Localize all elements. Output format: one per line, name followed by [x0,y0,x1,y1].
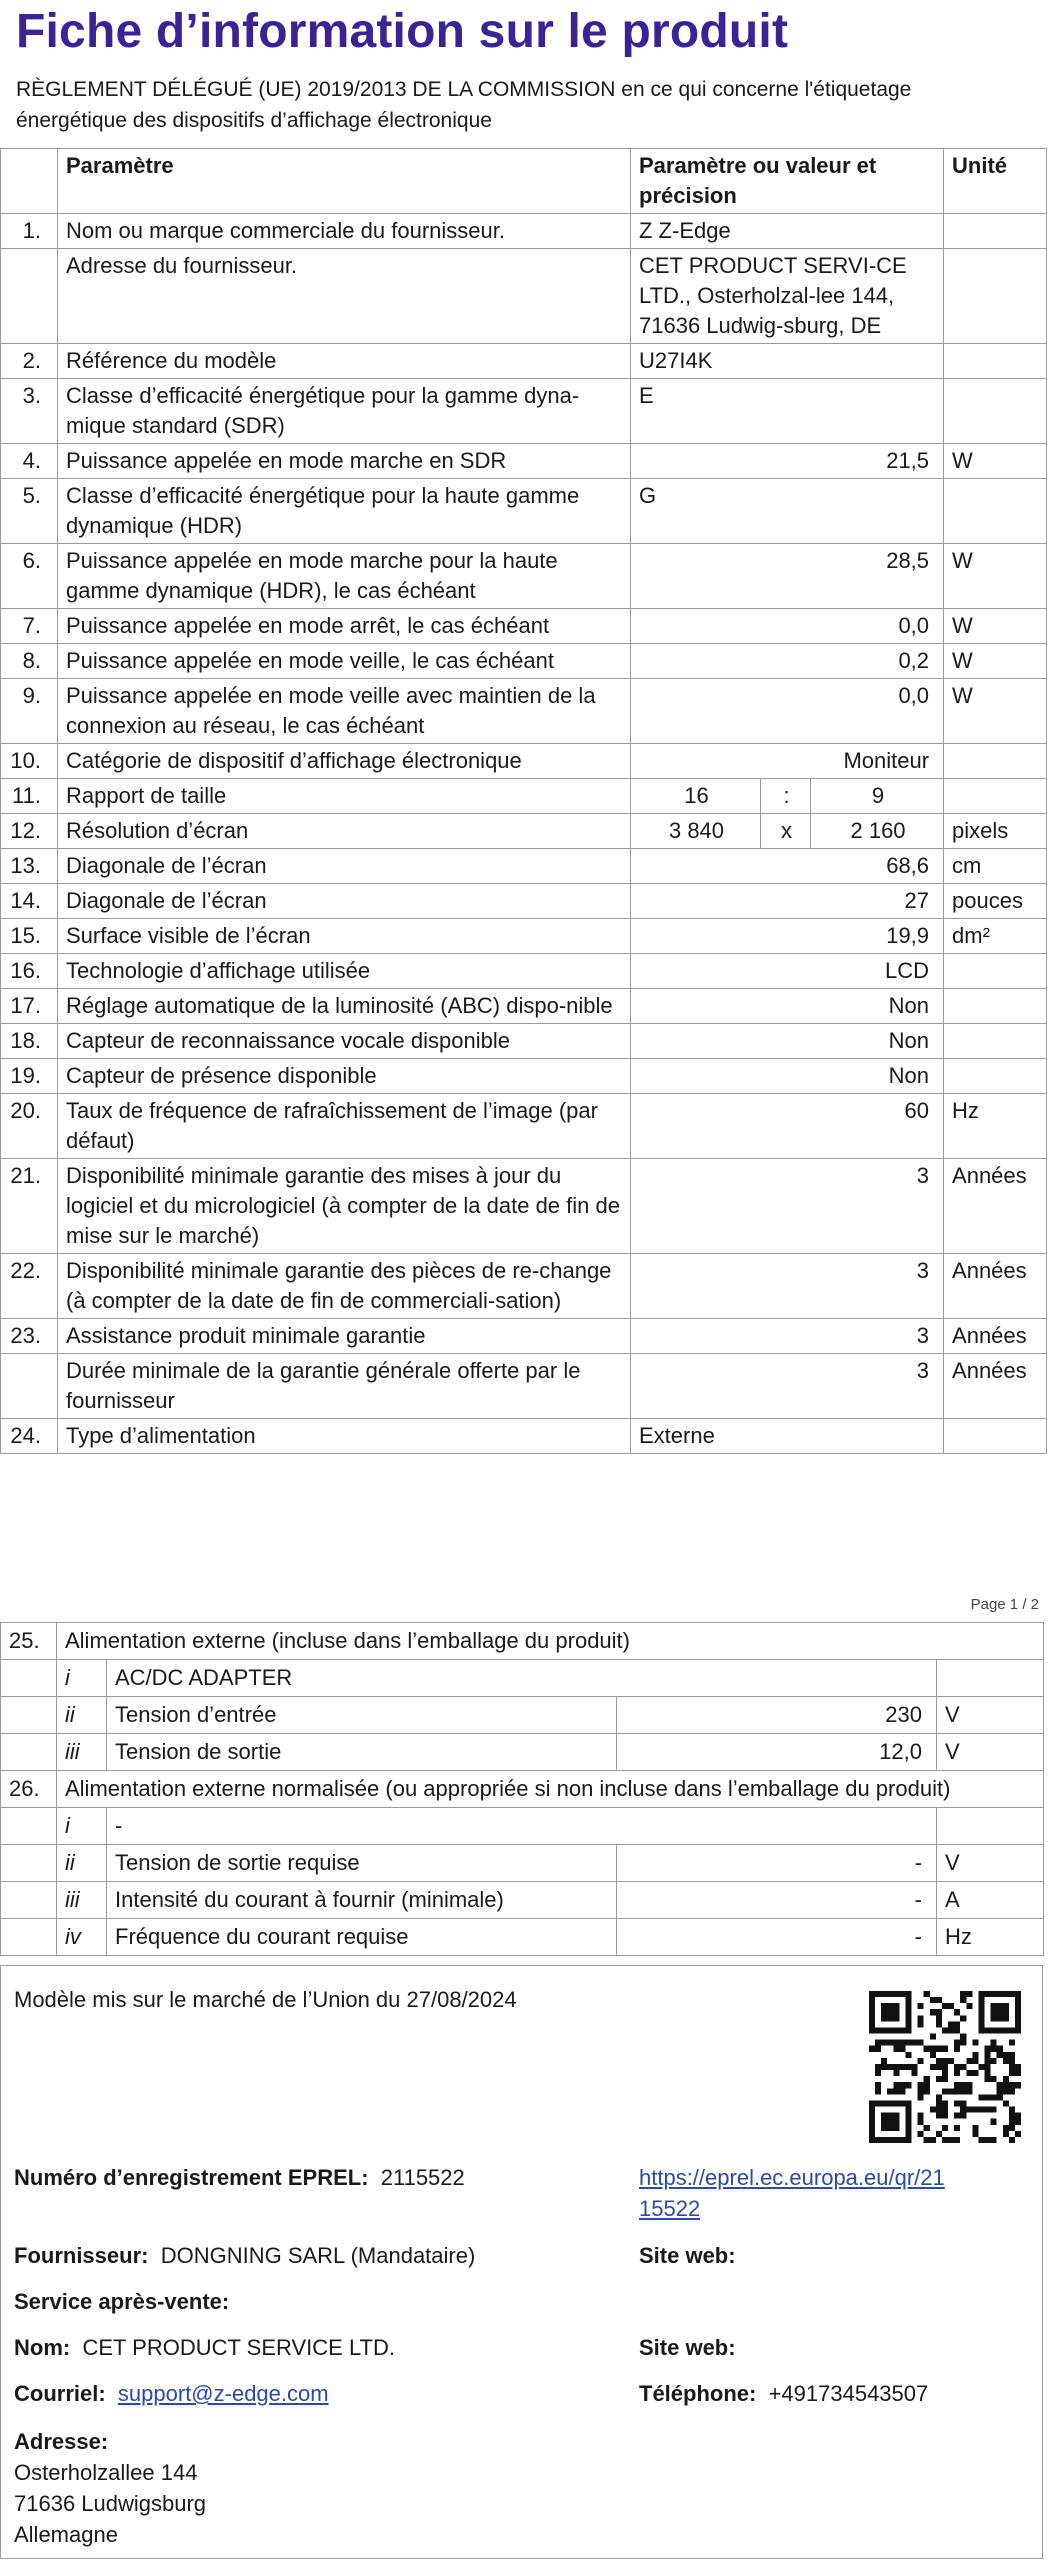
table-row [1,479,1047,544]
table-row [1,1354,1047,1419]
row-value-1: 16 [631,779,761,814]
row-number: 13. [1,849,58,884]
sub-unit: V [937,1845,1044,1882]
name-label: Nom: [14,2335,71,2360]
row-value-2: 9 [811,779,944,814]
row-number: 6. [1,544,58,609]
market-date: Modèle mis sur le marché de l’Union du 27/08/2024 [14,1987,517,2012]
supplier-value: DONGNING SARL (Mandataire) [160,2243,476,2268]
row-label: Capteur de reconnaissance vocale disponible [58,1024,631,1059]
sub-row [1,1808,1044,1845]
row-unit [944,779,1047,814]
row-unit: Hz [944,1094,1047,1159]
row-value: E [631,379,944,444]
row-number: 17. [1,989,58,1024]
sub-unit: V [937,1697,1044,1734]
sub-row [1,1882,1044,1919]
section-label: Alimentation externe normalisée (ou appropriée si non incluse dans l’emballage du produit) [57,1771,1044,1808]
header-unit: Unité [944,149,1047,214]
table-row [1,379,1047,444]
table-row [1,1319,1047,1354]
row-unit: Années [944,1319,1047,1354]
row-unit: W [944,609,1047,644]
address-label: Adresse: [14,2429,109,2454]
row-label: Puissance appelée en mode marche en SDR [58,444,631,479]
row-value: Moniteur [631,744,944,779]
sub-label: - [107,1808,937,1845]
row-value: Z Z-Edge [631,214,944,249]
row-value-1: 3 840 [631,814,761,849]
website2-label: Site web: [639,2335,736,2360]
sub-row [1,1697,1044,1734]
row-unit [944,1024,1047,1059]
table-row [1,444,1047,479]
header-value: Paramètre ou valeur et précision [631,149,944,214]
table-row [1,214,1047,249]
row-number: 12. [1,814,58,849]
sub-value: 230 [617,1697,937,1734]
table-row [1,609,1047,644]
row-number: 2. [1,344,58,379]
row-number: 24. [1,1419,58,1454]
sub-unit [937,1808,1044,1845]
row-value: 60 [631,1094,944,1159]
table-row [1,1094,1047,1159]
eprel-value: 2115522 [380,2165,465,2190]
row-number: 7. [1,609,58,644]
page-number: Page 1 / 2 [970,1596,1039,1613]
row-number: 1. [1,214,58,249]
table-row [1,1419,1047,1454]
eprel-line [14,2162,465,2193]
phone-value: +491734543507 [768,2381,929,2406]
address-line2: 71636 Ludwigsburg [14,2491,207,2516]
row-number: 23. [1,1319,58,1354]
row-unit [944,379,1047,444]
row-label: Disponibilité minimale garantie des mises à jour du logiciel et du micrologiciel (à compter de la date de fin de mise sur le marché) [58,1159,631,1254]
sub-value: - [617,1845,937,1882]
table-row [1,919,1047,954]
row-value: 19,9 [631,919,944,954]
section-row [1,1771,1044,1808]
row-separator: : [761,779,811,814]
page-title: Fiche d’information sur le produit [16,5,789,58]
email-label: Courriel: [14,2381,106,2406]
row-label: Résolution d’écran [58,814,631,849]
row-number: 21. [1,1159,58,1254]
sub-unit: Hz [937,1919,1044,1956]
sub-label: Tension d’entrée [107,1697,617,1734]
row-unit: Années [944,1159,1047,1254]
row-number: 19. [1,1059,58,1094]
row-value: 28,5 [631,544,944,609]
row-value: Externe [631,1419,944,1454]
row-value: 27 [631,884,944,919]
row-label: Disponibilité minimale garantie des pièces de re-change (à compter de la date de fin de commerciali-sation) [58,1254,631,1319]
table-row [1,884,1047,919]
table-row [1,814,1047,849]
row-number: 22. [1,1254,58,1319]
qr-code-icon [869,1991,1021,2143]
sub-label: Tension de sortie requise [107,1845,617,1882]
email-line [14,2378,329,2409]
row-label: Capteur de présence disponible [58,1059,631,1094]
phone-line [639,2378,928,2409]
sub-value: - [617,1919,937,1956]
registration-box [0,1965,1043,2559]
row-label: Surface visible de l’écran [58,919,631,954]
page-subtitle: RÈGLEMENT DÉLÉGUÉ (UE) 2019/2013 DE LA COMMISSION en ce qui concerne l'étiquetage énergétique des dispositifs d’affichage électronique [16,78,912,132]
row-number: 8. [1,644,58,679]
sub-index: ii [57,1845,107,1882]
row-label: Type d’alimentation [58,1419,631,1454]
table-row [1,1059,1047,1094]
row-value: 0,0 [631,679,944,744]
service-name-line [14,2332,395,2363]
row-label: Assistance produit minimale garantie [58,1319,631,1354]
sub-index: iv [57,1919,107,1956]
section-label: Alimentation externe (incluse dans l’emballage du produit) [57,1623,1044,1660]
row-value: 21,5 [631,444,944,479]
row-value: 3 [631,1254,944,1319]
table-row [1,744,1047,779]
row-unit [944,954,1047,989]
table-row [1,849,1047,884]
row-unit [944,1419,1047,1454]
row-value: G [631,479,944,544]
row-value-2: 2 160 [811,814,944,849]
sub-row [1,1734,1044,1771]
row-number: 14. [1,884,58,919]
row-label: Puissance appelée en mode marche pour la haute gamme dynamique (HDR), le cas échéant [58,544,631,609]
row-unit: dm² [944,919,1047,954]
row-number: 9. [1,679,58,744]
row-label: Réglage automatique de la luminosité (ABC) dispo-nible [58,989,631,1024]
sub-row [1,1919,1044,1956]
row-label: Puissance appelée en mode arrêt, le cas échéant [58,609,631,644]
row-unit [944,744,1047,779]
row-label: Nom ou marque commerciale du fournisseur. [58,214,631,249]
table-row [1,1159,1047,1254]
table-row [1,954,1047,989]
sub-index: ii [57,1697,107,1734]
supplier-line [14,2240,475,2271]
sub-unit: A [937,1882,1044,1919]
row-unit: pouces [944,884,1047,919]
sub-index: i [57,1808,107,1845]
row-unit: W [944,644,1047,679]
table-header-row [1,149,1047,214]
sub-unit: V [937,1734,1044,1771]
name-value: CET PRODUCT SERVICE LTD. [82,2335,395,2360]
eprel-link-line2[interactable]: 15522 [639,2196,701,2221]
table-row [1,644,1047,679]
row-label: Technologie d’affichage utilisée [58,954,631,989]
website-label: Site web: [639,2243,736,2268]
row-value: Non [631,1059,944,1094]
row-number: 5. [1,479,58,544]
row-value: 3 [631,1159,944,1254]
address-line1: Osterholzallee 144 [14,2460,198,2485]
row-label: Catégorie de dispositif d’affichage électronique [58,744,631,779]
row-number: 16. [1,954,58,989]
row-value: 68,6 [631,849,944,884]
row-value: 3 [631,1319,944,1354]
row-unit [944,989,1047,1024]
section-number: 25. [1,1623,57,1660]
eprel-label: Numéro d’enregistrement EPREL: [14,2165,369,2190]
row-label: Classe d’efficacité énergétique pour la gamme dyna-mique standard (SDR) [58,379,631,444]
table-row [1,249,1047,344]
supplier-label: Fournisseur: [14,2243,149,2268]
row-unit: cm [944,849,1047,884]
section-number: 26. [1,1771,57,1808]
table-row [1,544,1047,609]
row-label: Diagonale de l’écran [58,884,631,919]
product-info-table [0,148,1047,1454]
row-label: Rapport de taille [58,779,631,814]
row-unit: pixels [944,814,1047,849]
table-row [1,1024,1047,1059]
row-number [1,249,58,344]
row-unit [944,1059,1047,1094]
sub-label: AC/DC ADAPTER [107,1660,937,1697]
row-unit [944,344,1047,379]
row-number: 10. [1,744,58,779]
row-value: Non [631,989,944,1024]
row-number: 3. [1,379,58,444]
address-line3: Allemagne [14,2522,118,2547]
row-value: U27I4K [631,344,944,379]
sub-row [1,1845,1044,1882]
row-unit: Années [944,1254,1047,1319]
table-row [1,779,1047,814]
table-row [1,344,1047,379]
email-link[interactable]: support@z-edge.com [117,2381,329,2406]
row-label: Durée minimale de la garantie générale offerte par le fournisseur [58,1354,631,1419]
sub-index: iii [57,1734,107,1771]
header-param: Paramètre [58,149,631,214]
address-block [14,2426,206,2550]
row-unit [944,249,1047,344]
row-unit: W [944,679,1047,744]
table-row [1,679,1047,744]
section-row [1,1623,1044,1660]
row-number: 4. [1,444,58,479]
row-label: Référence du modèle [58,344,631,379]
sub-label: Tension de sortie [107,1734,617,1771]
power-supply-table [0,1622,1044,1956]
sub-row [1,1660,1044,1697]
sub-value: 12,0 [617,1734,937,1771]
row-value: 0,2 [631,644,944,679]
row-label: Puissance appelée en mode veille avec maintien de la connexion au réseau, le cas échéant [58,679,631,744]
row-value: Non [631,1024,944,1059]
table-row [1,989,1047,1024]
service-label: Service après-vente: [14,2289,230,2314]
row-unit: W [944,544,1047,609]
sub-value: - [617,1882,937,1919]
row-number: 18. [1,1024,58,1059]
row-number [1,1354,58,1419]
sub-unit [937,1660,1044,1697]
eprel-link-line1[interactable]: https://eprel.ec.europa.eu/qr/21 [639,2165,945,2190]
sub-label: Fréquence du courant requise [107,1919,617,1956]
table-row [1,1254,1047,1319]
row-label: Taux de fréquence de rafraîchissement de l’image (par défaut) [58,1094,631,1159]
phone-label: Téléphone: [639,2381,757,2406]
sub-index: i [57,1660,107,1697]
eprel-link[interactable] [639,2162,945,2224]
row-label: Classe d’efficacité énergétique pour la haute gamme dynamique (HDR) [58,479,631,544]
sub-label: Intensité du courant à fournir (minimale) [107,1882,617,1919]
row-value: 0,0 [631,609,944,644]
row-value: LCD [631,954,944,989]
row-label: Puissance appelée en mode veille, le cas échéant [58,644,631,679]
row-number: 20. [1,1094,58,1159]
sub-index: iii [57,1882,107,1919]
row-unit [944,214,1047,249]
row-value: CET PRODUCT SERVI-CE LTD., Osterholzal-lee 144, 71636 Ludwig-sburg, DE [631,249,944,344]
row-label: Diagonale de l’écran [58,849,631,884]
row-separator: x [761,814,811,849]
row-number: 15. [1,919,58,954]
row-unit: W [944,444,1047,479]
row-unit [944,479,1047,544]
row-value: 3 [631,1354,944,1419]
row-number: 11. [1,779,58,814]
row-label: Adresse du fournisseur. [58,249,631,344]
row-unit: Années [944,1354,1047,1419]
